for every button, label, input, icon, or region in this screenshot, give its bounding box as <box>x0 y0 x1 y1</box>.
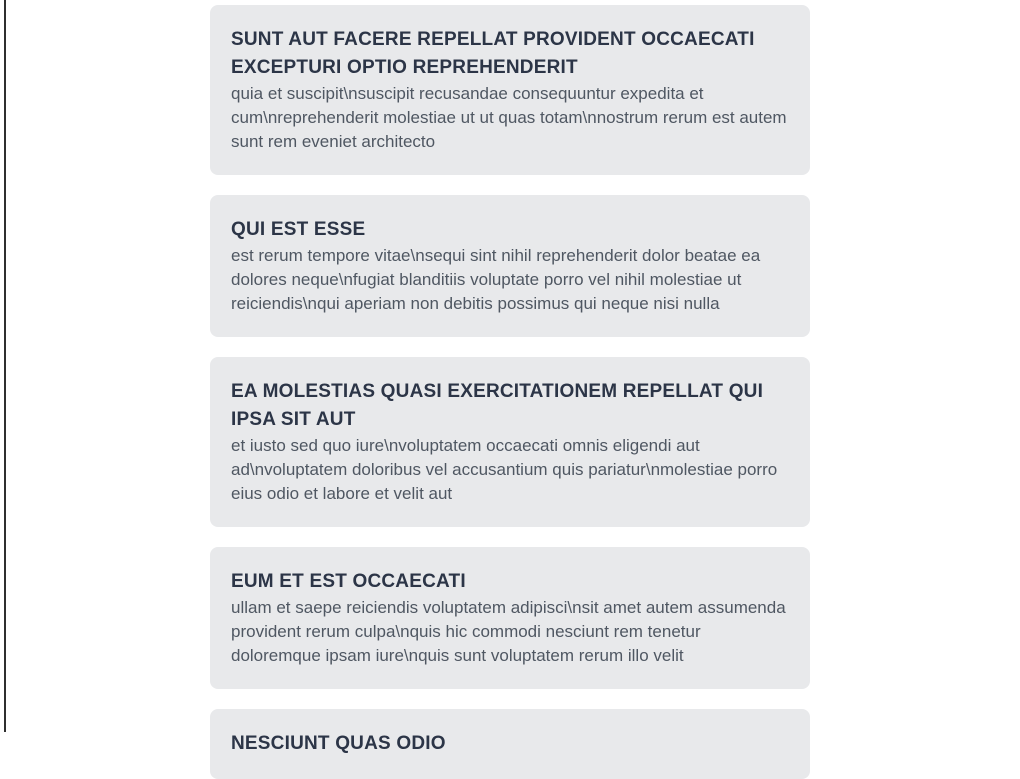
post-body: et iusto sed quo iure\nvoluptatem occaecati omnis eligendi aut ad\nvoluptatem doloribus vel accusantium quis pariatur\nmolestiae porro eius odio et labore et velit aut <box>231 436 778 503</box>
post-body: quia et suscipit\nsuscipit recusandae consequuntur expedita et cum\nreprehenderit molestiae ut ut quas totam\nnostrum rerum est autem sunt rem eveniet architecto <box>231 84 787 151</box>
post-card <box>210 357 810 527</box>
post-title: EUM ET EST OCCAECATI <box>231 571 466 592</box>
post-card <box>210 709 810 779</box>
post-card <box>210 195 810 337</box>
post-list <box>210 0 810 779</box>
post-title: SUNT AUT FACERE REPELLAT PROVIDENT OCCAECATI EXCEPTURI OPTIO REPREHENDERIT <box>231 29 755 78</box>
post-card <box>210 5 810 175</box>
left-edge-line <box>4 0 6 732</box>
post-body: est rerum tempore vitae\nsequi sint nihil reprehenderit dolor beatae ea dolores neque\nfugiat blanditiis voluptate porro vel nihil molestiae ut reiciendis\nqui aperiam non debitis possimus qui neque nisi nulla <box>231 246 761 313</box>
post-title: EA MOLESTIAS QUASI EXERCITATIONEM REPELLAT QUI IPSA SIT AUT <box>231 381 764 430</box>
post-card <box>210 547 810 689</box>
post-title: NESCIUNT QUAS ODIO <box>231 733 446 754</box>
post-title: QUI EST ESSE <box>231 219 366 240</box>
post-body: ullam et saepe reiciendis voluptatem adipisci\nsit amet autem assumenda provident rerum culpa\nquis hic commodi nesciunt rem tenetur doloremque ipsam iure\nquis sunt voluptatem rerum illo velit <box>231 598 786 665</box>
